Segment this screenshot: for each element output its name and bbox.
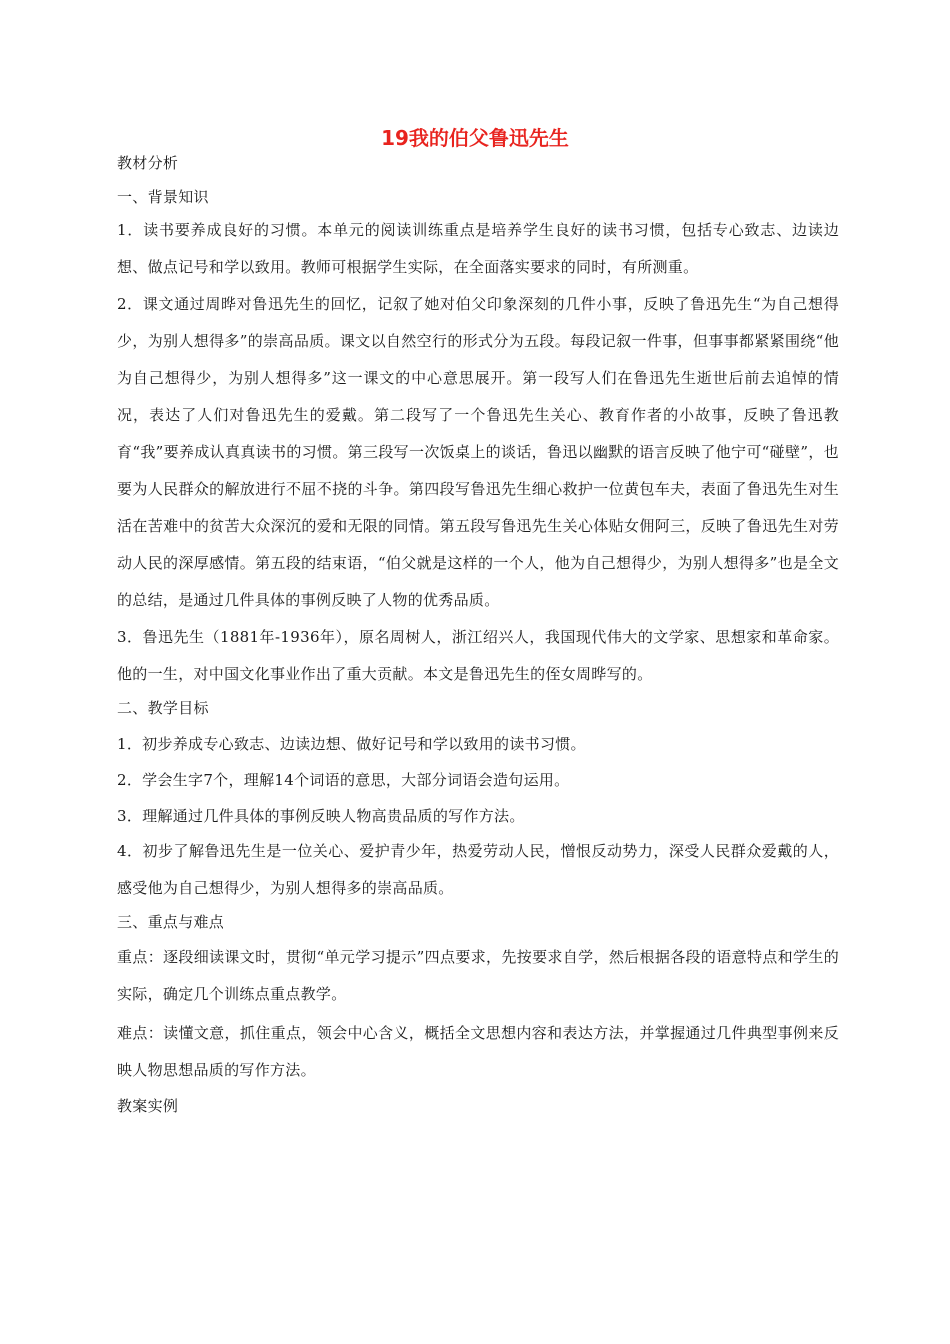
document-title: 19我的伯父鲁迅先生 [381,126,569,150]
focus-key-point: 重点：逐段细读课文时，贯彻“单元学习提示”四点要求，先按要求自学，然后根据各段的语意特点和学生的实际，确定几个训练点重点教学。 [117,948,839,1003]
goal-item-4: 4．初步了解鲁迅先生是一位关心、爱护青少年，热爱劳动人民，憎恨反动势力，深受人民群众爱戴的人，感受他为自己想得少，为别人想得多的崇高品质。 [117,842,839,897]
section-heading-example: 教案实例 [117,1097,179,1115]
goal-item-3: 3．理解通过几件具体的事例反映人物高贵品质的写作方法。 [117,807,525,825]
section-heading-background: 一、背景知识 [117,188,209,206]
section-heading-focus: 三、重点与难点 [117,913,225,931]
section-heading-goals: 二、教学目标 [117,699,209,717]
goal-item-2: 2．学会生字7个，理解14个词语的意思，大部分词语会造句运用。 [117,771,570,789]
background-paragraph-2: 2．课文通过周晔对鲁迅先生的回忆，记叙了她对伯父印象深刻的几件小事，反映了鲁迅先生“为自己想得少，为别人想得多”的崇高品质。课文以自然空行的形式分为五段。每段记叙一件事，但事事都紧紧围绕“他为自己想得少，为别人想得多”这一课文的中心意思展开。第一段写人们在鲁迅先生逝世后前去追悼的情况，表达了人们对鲁迅先生的爱戴。第二段写了一个鲁迅先生关心、教育作者的小故事，反映了鲁迅教育“我”要养成认真真读书的习惯。第三段写一次饭桌上的谈话，鲁迅以幽默的语言反映了他宁可“碰壁”，也要为人民群众的解放进行不屈不挠的斗争。第四段写鲁迅先生细心救护一位黄包车夫，表面了鲁迅先生对生活在苦难中的贫苦大众深沉的爱和无限的同情。第五段写鲁迅先生关心体贴女佣阿三，反映了鲁迅先生对劳动人民的深厚感情。第五段的结束语，“伯父就是这样的一个人，他为自己想得少，为别人想得多”也是全文的总结，是通过几件具体的事例反映了人物的优秀品质。 [117,295,839,609]
focus-difficult-point: 难点：读懂文意，抓住重点，领会中心含义，概括全文思想内容和表达方法，并掌握通过几件典型事例来反映人物思想品质的写作方法。 [117,1024,839,1079]
background-paragraph-3: 3．鲁迅先生（1881年-1936年），原名周树人，浙江绍兴人，我国现代伟大的文学家、思想家和革命家。他的一生，对中国文化事业作出了重大贡献。本文是鲁迅先生的侄女周晔写的。 [117,628,839,683]
document-body [117,148,839,1121]
background-paragraph-1: 1．读书要养成良好的习惯。本单元的阅读训练重点是培养学生良好的读书习惯，包括专心致志、边读边想、做点记号和学以致用。教师可根据学生实际，在全面落实要求的同时，有所测重。 [117,221,839,276]
goal-item-1: 1．初步养成专心致志、边读边想、做好记号和学以致用的读书习惯。 [117,735,586,753]
section-heading-analysis: 教材分析 [117,154,179,172]
